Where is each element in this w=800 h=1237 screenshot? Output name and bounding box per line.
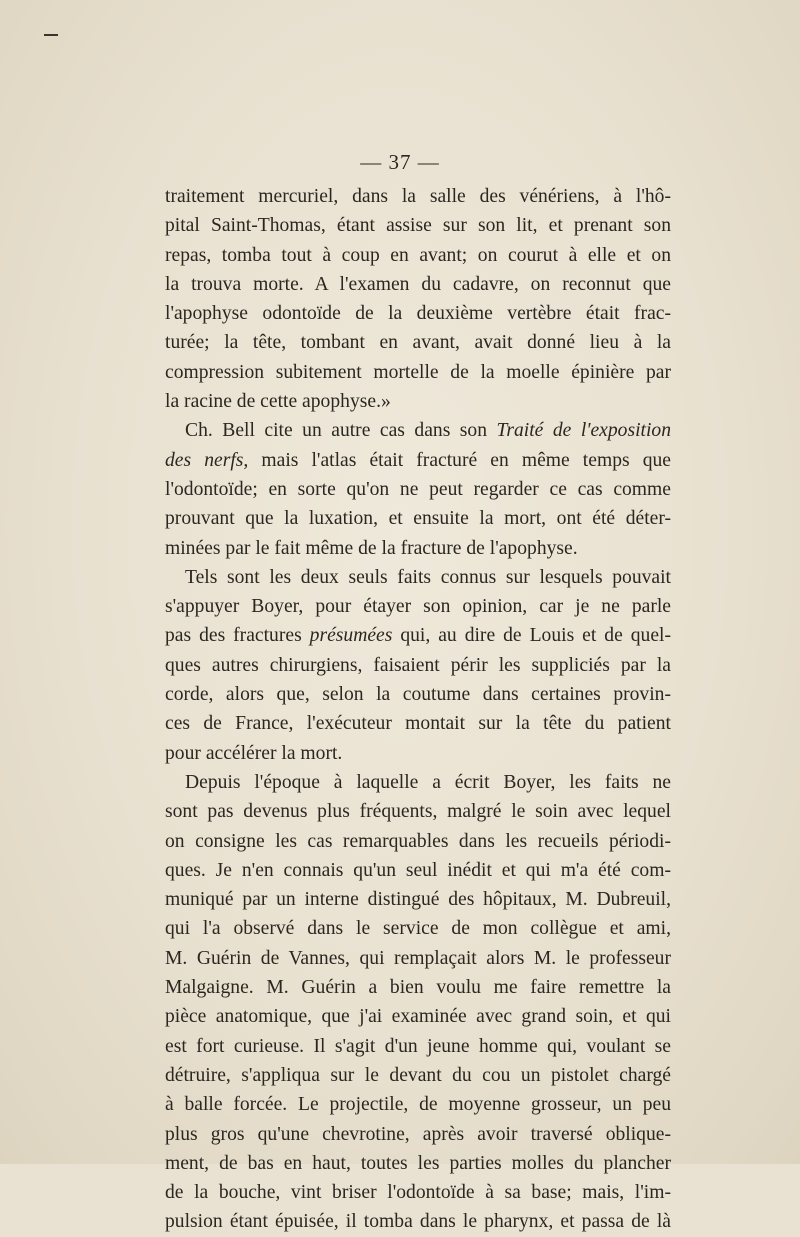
- text-line: ques. Je n'en connais qu'un seul inédit et qui m'a été com-: [165, 859, 671, 881]
- text-line: pulsion étant épuisée, il tomba dans le pharynx, et passa de là: [165, 1211, 671, 1233]
- text-line: repas, tomba tout à coup en avant; on courut à elle et on: [165, 244, 671, 266]
- text-line: est fort curieuse. Il s'agit d'un jeune homme qui, voulant se: [165, 1035, 671, 1057]
- text-line: qui l'a observé dans le service de mon collègue et ami,: [165, 918, 671, 940]
- text-line: pital Saint-Thomas, étant assise sur son lit, et prenant son: [165, 215, 671, 237]
- text-line: des nerfs, mais l'atlas était fracturé en même temps que: [165, 449, 671, 471]
- text-line: ques autres chirurgiens, faisaient périr les suppliciés par la: [165, 654, 671, 676]
- text-line: l'apophyse odontoïde de la deuxième vertèbre était frac-: [165, 303, 671, 325]
- text-line: la racine de cette apophyse.»: [165, 391, 391, 413]
- text-line: Depuis l'époque à laquelle a écrit Boyer, les faits ne: [185, 771, 671, 793]
- text-line: muniqué par un interne distingué des hôpitaux, M. Dubreuil,: [165, 889, 671, 911]
- text-line: on consigne les cas remarquables dans les recueils périodi-: [165, 830, 671, 852]
- italic-term: des nerfs,: [165, 449, 249, 471]
- text-line: turée; la tête, tombant en avant, avait donné lieu à la: [165, 332, 671, 354]
- text-line: plus gros qu'une chevrotine, après avoir traversé oblique-: [165, 1123, 671, 1145]
- text-line: l'odontoïde; en sorte qu'on ne peut regarder ce cas comme: [165, 478, 671, 500]
- text-line: ment, de bas en haut, toutes les parties molles du plancher: [165, 1152, 671, 1174]
- text-line: Ch. Bell cite un autre cas dans son Traité de l'exposition: [185, 420, 671, 442]
- text-line: de la bouche, vint briser l'odontoïde à sa base; mais, l'im-: [165, 1182, 671, 1204]
- text-line: la trouva morte. A l'examen du cadavre, on reconnut que: [165, 273, 671, 295]
- margin-mark: [44, 34, 58, 36]
- text-line: M. Guérin de Vannes, qui remplaçait alors M. le professeur: [165, 947, 671, 969]
- page-number: — 37 —: [360, 150, 440, 174]
- text-line: prouvant que la luxation, et ensuite la mort, ont été déter-: [165, 508, 671, 530]
- text-line: sont pas devenus plus fréquents, malgré le soin avec lequel: [165, 801, 671, 823]
- italic-term: présumées: [309, 625, 393, 647]
- text-line: compression subitement mortelle de la moelle épinière par: [165, 361, 671, 383]
- text-line: ces de France, l'exécuteur montait sur la tête du patient: [165, 713, 671, 735]
- text-line: s'appuyer Boyer, pour étayer son opinion, car je ne parle: [165, 596, 671, 618]
- text-line: à balle forcée. Le projectile, de moyenne grosseur, un peu: [165, 1094, 671, 1116]
- text-line: détruire, s'appliqua sur le devant du cou un pistolet chargé: [165, 1064, 671, 1086]
- italic-term: Traité de l'exposition: [496, 420, 671, 442]
- text-line: Tels sont les deux seuls faits connus sur lesquels pouvait: [185, 566, 671, 588]
- text-line: traitement mercuriel, dans la salle des vénériens, à l'hô-: [165, 186, 671, 207]
- text-line: pour accélérer la mort.: [165, 742, 343, 764]
- text-line: minées par le fait même de la fracture de l'apophyse.: [165, 537, 578, 559]
- text-line: corde, alors que, selon la coutume dans certaines provin-: [165, 684, 671, 706]
- text-line: pièce anatomique, que j'ai examinée avec grand soin, et qui: [165, 1006, 671, 1028]
- text-line: pas des fractures présumées qui, au dire de Louis et de quel-: [165, 625, 671, 647]
- body-text: [165, 182, 671, 1237]
- text-line: Malgaigne. M. Guérin a bien voulu me faire remettre la: [165, 977, 671, 999]
